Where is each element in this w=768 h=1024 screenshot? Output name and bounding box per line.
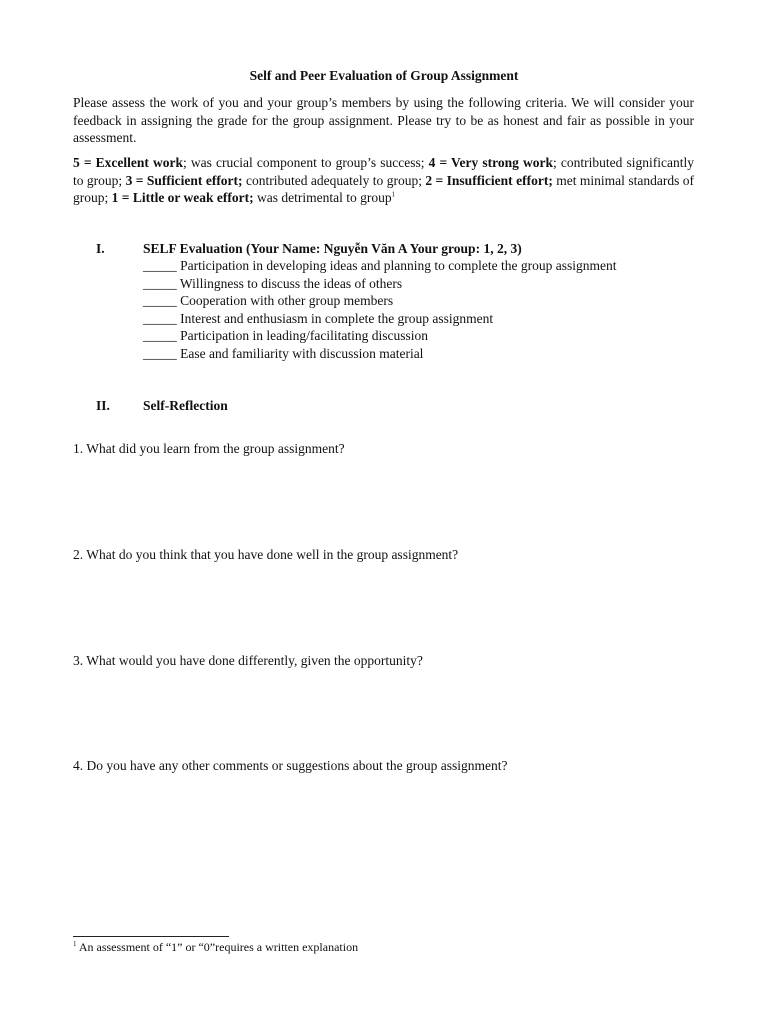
rating-blank[interactable]: _____ [143,275,177,291]
section-1-number: I. [96,241,105,256]
scale-4-text: ; contributed significantly to group; [73,155,694,188]
rating-blank[interactable]: _____ [143,328,177,344]
scale-5-label: 5 = Excellent work [73,155,184,170]
self-evaluation-criteria-list [143,257,703,363]
section-2-number: II. [96,398,110,413]
criterion-label: Participation in leading/facilitating discussion [180,328,428,344]
section-1-title: SELF Evaluation (Your Name: Nguyễn Văn A Your group: 1, 2, 3) [143,241,522,256]
rating-blank[interactable]: _____ [143,345,177,361]
criterion-row [143,257,703,275]
question-1: 1. What did you learn from the group assignment? [73,441,345,456]
section-2-title: Self-Reflection [143,398,228,413]
criterion-label: Ease and familiarity with discussion material [180,345,424,361]
intro-paragraph: Please assess the work of you and your group’s members by using the following criteria. We will consider your feedback in assigning the grade for the group assignment. Please try to be as honest and fair as possible in your assessment. [73,95,694,146]
criterion-label: Cooperation with other group members [180,293,394,309]
criterion-label: Interest and enthusiasm in complete the group assignment [180,310,494,326]
scale-3-text: contributed adequately to group; [242,172,426,188]
criterion-label: Participation in developing ideas and planning to complete the group assignment [180,258,617,273]
scale-2-text: met minimal standards of group; [73,172,695,206]
question-2: 2. What do you think that you have done well in the group assignment? [73,547,459,562]
criterion-row [143,275,703,293]
question-4: 4. Do you have any other comments or suggestions about the group assignment? [73,758,508,773]
footnote-text: An assessment of “1” or “0”requires a written explanation [76,940,359,954]
criterion-row [143,345,703,363]
footnote-mark: 1 [73,940,77,948]
footnote-separator [73,936,229,937]
criterion-row [143,327,703,345]
rating-blank[interactable]: _____ [143,293,177,309]
scale-3-label: 3 = Sufficient effort; [125,172,243,188]
rating-blank[interactable]: _____ [143,310,177,326]
question-3: 3. What would you have done differently, given the opportunity? [73,653,423,668]
criterion-label: Willingness to discuss the ideas of others [179,275,403,291]
footnote [73,940,358,955]
scale-1-text: was detrimental to group [253,190,392,206]
criterion-row [143,310,703,328]
scale-1-label: 1 = Little or weak effort; [111,190,254,206]
footnote-reference: 1 [391,190,396,199]
scale-2-label: 2 = Insufficient effort; [425,172,553,188]
criterion-row [143,292,703,310]
rating-scale-paragraph [73,154,694,207]
scale-4-label: 4 = Very strong work [428,155,554,170]
document-title: Self and Peer Evaluation of Group Assignment [249,68,519,83]
scale-5-text: ; was crucial component to group’s success; [183,155,429,170]
rating-blank[interactable]: _____ [143,258,177,273]
